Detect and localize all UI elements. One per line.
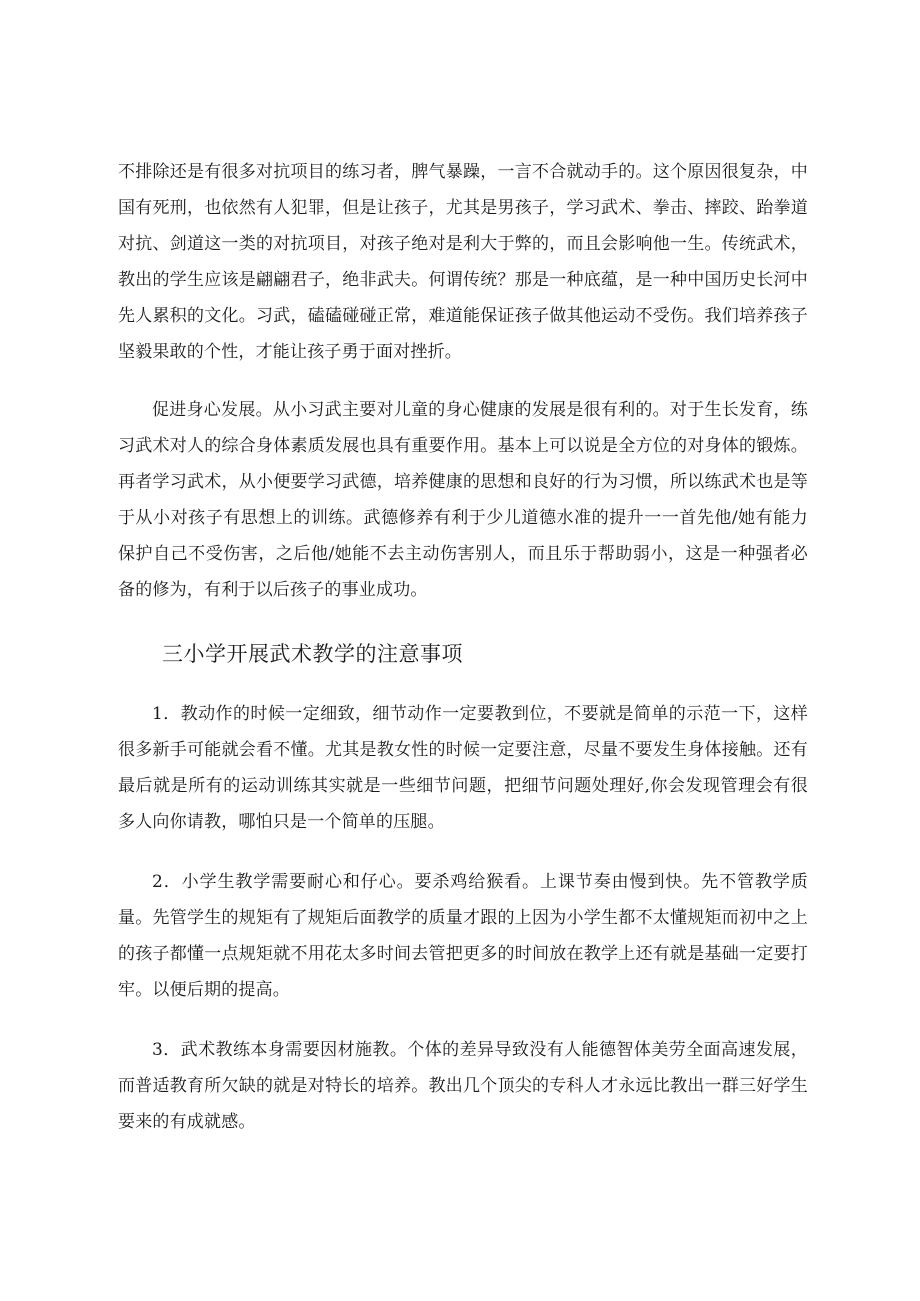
section-heading: 三小学开展武术教学的注意事项 (162, 642, 463, 666)
paragraph-opposition-training: 不排除还是有很多对抗项目的练习者，脾气暴躁，一言不合就动手的。这个原因很复杂，中国有死刑，也依然有人犯罪，但是让孩子，尤其是男孩子，学习武术、拳击、摔跤、跆拳道对抗、剑道这一类的对抗项目，对孩子绝对是利大于弊的，而且会影响他一生。传统武术，教出的学生应该是翩翩君子，绝非武夫。何谓传统？那是一种底蕴，是一种中国历史长河中先人累积的文化。习武，磕磕碰碰正常，难道能保证孩子做其他运动不受伤。我们培养孩子坚毅果敢的个性，才能让孩子勇于面对挫折。 (118, 162, 808, 362)
paragraph-physical-development: 促进身心发展。从小习武主要对儿童的身心健康的发展是很有利的。对于生长发育，练习武术对人的综合身体素质发展也具有重要作用。基本上可以说是全方位的对身体的锻炼。再者学习武术，从小便要学习武德，培养健康的思想和良好的行为习惯，所以练武术也是等于从小对孩子有思想上的训练。武德修养有利于少儿道德水准的提升一一首先他/她有能力保护自己不受伤害，之后他/她能不去主动伤害别人，而且乐于帮助弱小，这是一种强者必备的修为，有利于以后孩子的事业成功。 (118, 400, 808, 600)
list-item-3: 3．武术教练本身需要因材施教。个体的差异导致没有人能德智体美劳全面高速发展，而普适教育所欠缺的就是对特长的培养。教出几个顶尖的专科人才永远比教出一群三好学生要来的有成就感。 (118, 1040, 808, 1132)
document-body (118, 154, 808, 1140)
list-item-2: 2．小学生教学需要耐心和仔心。要杀鸡给猴看。上课节奏由慢到快。先不管教学质量。先管学生的规矩有了规矩后面教学的质量才跟的上因为小学生都不太懂规矩而初中之上的孩子都懂一点规矩就不用花太多时间去管把更多的时间放在教学上还有就是基础一定要打牢。以便后期的提高。 (118, 872, 808, 1000)
list-item-1: 1．教动作的时候一定细致，细节动作一定要教到位，不要就是简单的示范一下，这样很多新手可能就会看不懂。尤其是教女性的时候一定要注意，尽量不要发生身体接触。还有最后就是所有的运动训练其实就是一些细节问题，把细节问题处理好,你会发现管理会有很多人向你请教，哪怕只是一个简单的压腿。 (118, 704, 808, 832)
